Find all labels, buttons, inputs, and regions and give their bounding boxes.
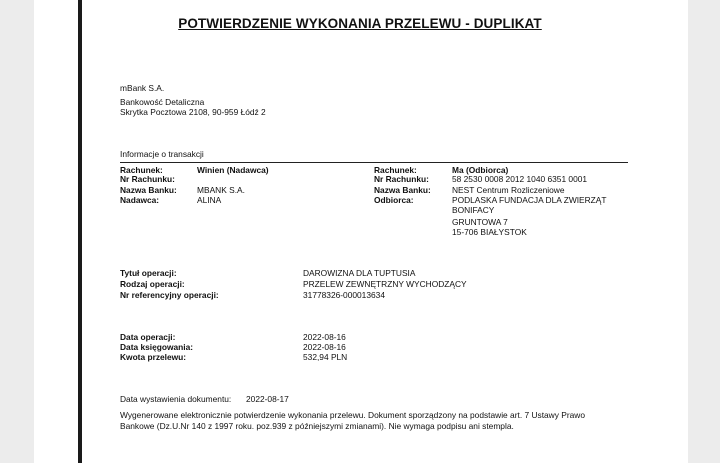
recipient-account-label: Rachunek:: [374, 165, 417, 175]
operation-title-value: DAROWIZNA DLA TUPTUSIA: [303, 268, 416, 278]
operation-date-value: 2022-08-16: [303, 332, 346, 342]
recipient-name-label: Odbiorca:: [374, 195, 414, 205]
section-divider: [120, 162, 628, 163]
recipient-number-value: 58 2530 0008 2012 1040 6351 0001: [452, 174, 588, 184]
recipient-number-label: Nr Rachunku:: [374, 174, 429, 184]
recipient-name-line: BONIFACY: [452, 205, 495, 215]
legal-note-line: Wygenerowane elektronicznie potwierdzenie wykonania przelewu. Dokument sporządzony na podstawie art. 7 Ustawy Prawo: [120, 410, 585, 420]
transaction-info-heading: Informacje o transakcji: [120, 149, 204, 159]
operation-type-value: PRZELEW ZEWNĘTRZNY WYCHODZĄCY: [303, 279, 467, 289]
sender-name-value: ALINA: [197, 195, 222, 205]
sender-account-value: Winien (Nadawca): [197, 165, 269, 175]
recipient-address-line: 15-706 BIAŁYSTOK: [452, 227, 527, 237]
document-title: POTWIERDZENIE WYKONANIA PRZELEWU - DUPLIKAT: [178, 16, 542, 31]
issue-date-label: Data wystawienia dokumentu:: [120, 394, 232, 404]
page-edge-rule: [78, 0, 82, 463]
sender-name-label: Nadawca:: [120, 195, 160, 205]
legal-note-line: Bankowe (Dz.U.Nr 140 z 1997 roku. poz.939 z późniejszymi zmianami). Nie wymaga podpisu ani stempla.: [120, 421, 514, 431]
issue-date-value: 2022-08-17: [246, 394, 289, 404]
booking-date-label: Data księgowania:: [120, 342, 194, 352]
operation-date-label: Data operacji:: [120, 332, 176, 342]
amount-value: 532,94 PLN: [303, 352, 348, 362]
operation-title-label: Tytuł operacji:: [120, 268, 177, 278]
bank-address: Skrytka Pocztowa 2108, 90-959 Łódź 2: [120, 107, 266, 117]
operation-ref-label: Nr referencyjny operacji:: [120, 290, 219, 300]
booking-date-value: 2022-08-16: [303, 342, 346, 352]
bank-division: Bankowość Detaliczna: [120, 97, 205, 107]
recipient-name-line: PODLASKA FUNDACJA DLA ZWIERZĄT: [452, 195, 607, 205]
sender-number-label: Nr Rachunku:: [120, 174, 175, 184]
sender-bank-value: MBANK S.A.: [197, 185, 245, 195]
sender-bank-label: Nazwa Banku:: [120, 185, 177, 195]
recipient-bank-label: Nazwa Banku:: [374, 185, 431, 195]
recipient-bank-value: NEST Centrum Rozliczeniowe: [452, 185, 565, 195]
recipient-address-line: GRUNTOWA 7: [452, 217, 508, 227]
sender-account-label: Rachunek:: [120, 165, 163, 175]
recipient-account-value: Ma (Odbiorca): [452, 165, 509, 175]
operation-type-label: Rodzaj operacji:: [120, 279, 185, 289]
operation-ref-value: 31778326-000013634: [303, 290, 385, 300]
bank-name: mBank S.A.: [120, 83, 165, 93]
amount-label: Kwota przelewu:: [120, 352, 187, 362]
